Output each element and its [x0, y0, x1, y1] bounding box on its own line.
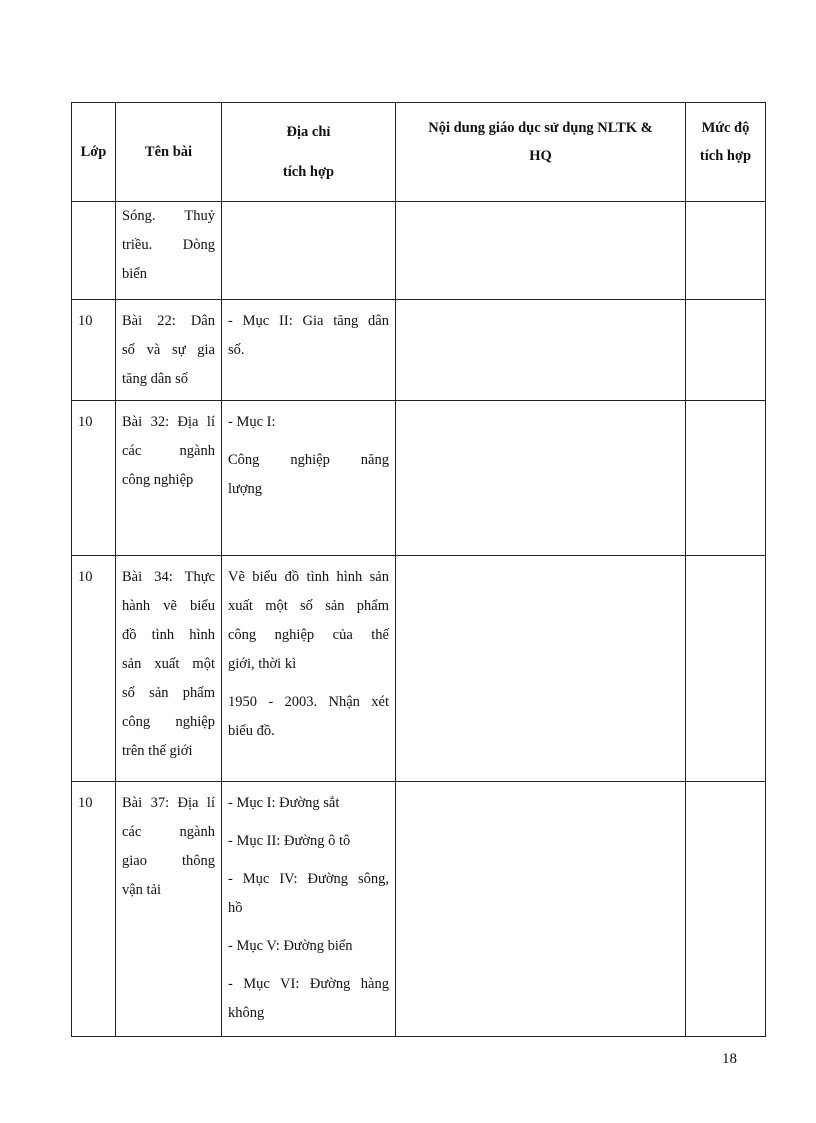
cell-muc-do: [686, 202, 766, 300]
ten-bai-line: tăng dân số: [122, 371, 189, 387]
cell-lop: [72, 202, 116, 300]
ten-bai-line: vận tải: [122, 882, 162, 898]
dia-chi-line: Công nghiệp năng: [228, 452, 389, 468]
table-row: [72, 782, 766, 1037]
dia-chi-line: Vẽ biểu đồ tình hình sản: [228, 569, 389, 585]
dia-chi-line: công nghiệp của thế: [228, 627, 389, 643]
header-noi-dung-line1: Nội dung giáo dục sử dụng NLTK &: [428, 120, 653, 136]
dia-chi-line: - Mục VI: Đường hàng: [228, 976, 389, 992]
ten-bai-line: triều. Dòng: [122, 237, 215, 253]
cell-dia-chi: [222, 401, 396, 556]
ten-bai-line: Bài 34: Thực: [122, 569, 215, 585]
ten-bai-line: Bài 37: Địa lí: [122, 795, 215, 811]
table-row: [72, 202, 766, 300]
cell-lop: 10: [72, 782, 116, 1037]
dia-chi-line: lượng: [228, 481, 263, 497]
dia-chi-line: - Mục I: Đường sắt: [228, 795, 340, 811]
dia-chi-line: 1950 - 2003. Nhận xét: [228, 694, 389, 710]
ten-bai-line: hành vẽ biểu: [122, 598, 215, 614]
cell-noi-dung: [396, 782, 686, 1037]
cell-noi-dung: [396, 202, 686, 300]
dia-chi-line: biểu đồ.: [228, 723, 275, 739]
cell-muc-do: [686, 556, 766, 782]
cell-noi-dung: [396, 401, 686, 556]
header-noi-dung-line2: HQ: [529, 148, 552, 164]
dia-chi-line: xuất một số sản phẩm: [228, 598, 389, 614]
cell-ten-bai: [116, 202, 222, 300]
header-ten-bai: Tên bài: [116, 103, 222, 202]
dia-chi-line: - Mục II: Gia tăng dân: [228, 313, 389, 329]
cell-noi-dung: [396, 556, 686, 782]
cell-muc-do: [686, 401, 766, 556]
cell-ten-bai: [116, 556, 222, 782]
header-noi-dung: [396, 103, 686, 202]
ten-bai-line: trên thế giới: [122, 743, 193, 759]
page-number: 18: [722, 1051, 737, 1067]
table-row: [72, 300, 766, 401]
dia-chi-line: - Mục II: Đường ô tô: [228, 833, 351, 849]
dia-chi-line: không: [228, 1005, 265, 1021]
cell-lop: 10: [72, 556, 116, 782]
ten-bai-line: các ngành: [122, 824, 215, 840]
header-dia-chi: [222, 103, 396, 202]
ten-bai-line: số sản phẩm: [122, 685, 215, 701]
ten-bai-line: Bài 32: Địa lí: [122, 414, 215, 430]
header-lop: Lớp: [72, 103, 116, 202]
dia-chi-line: - Mục V: Đường biển: [228, 938, 353, 954]
cell-noi-dung: [396, 300, 686, 401]
ten-bai-line: công nghiệp: [122, 472, 194, 488]
cell-ten-bai: [116, 782, 222, 1037]
cell-ten-bai: [116, 401, 222, 556]
dia-chi-line: giới, thời kì: [228, 656, 297, 672]
cell-dia-chi: [222, 556, 396, 782]
header-muc-do-line2: tích hợp: [699, 148, 752, 164]
ten-bai-line: đồ tình hình: [122, 627, 215, 643]
dia-chi-line: số.: [228, 342, 245, 358]
cell-ten-bai: [116, 300, 222, 401]
cell-muc-do: [686, 300, 766, 401]
dia-chi-line: - Mục IV: Đường sông,: [228, 871, 389, 887]
header-dia-chi-line1: Địa chỉ: [286, 124, 331, 140]
curriculum-table: [71, 102, 766, 1037]
ten-bai-line: số và sự gia: [122, 342, 215, 358]
ten-bai-line: sản xuất một: [122, 656, 215, 672]
table-row: [72, 401, 766, 556]
header-muc-do-line1: Mức độ: [701, 120, 750, 136]
cell-dia-chi: [222, 782, 396, 1037]
header-dia-chi-line2: tích hợp: [282, 164, 335, 180]
header-muc-do: [686, 103, 766, 202]
dia-chi-line: hồ: [228, 900, 243, 916]
cell-dia-chi: [222, 202, 396, 300]
cell-dia-chi: [222, 300, 396, 401]
ten-bai-line: biển: [122, 266, 147, 282]
ten-bai-line: các ngành: [122, 443, 215, 459]
table-row: [72, 556, 766, 782]
ten-bai-line: giao thông: [122, 853, 215, 869]
cell-lop: 10: [72, 401, 116, 556]
ten-bai-line: Bài 22: Dân: [122, 313, 215, 329]
ten-bai-line: công nghiệp: [122, 714, 215, 730]
cell-muc-do: [686, 782, 766, 1037]
ten-bai-line: Sóng. Thuỷ: [122, 208, 215, 224]
dia-chi-line: - Mục I:: [228, 414, 276, 430]
header-row: [72, 103, 766, 202]
cell-lop: 10: [72, 300, 116, 401]
